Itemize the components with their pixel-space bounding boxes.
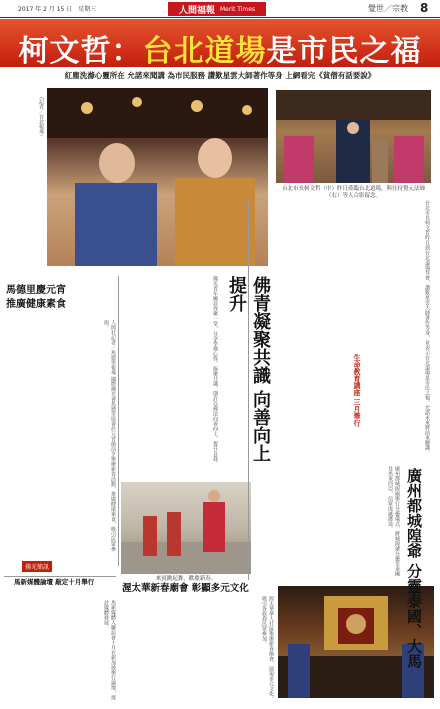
- page-number: 8: [420, 1, 429, 15]
- dance-photo-caption: 來賓跳起舞，歡慶新春。: [155, 576, 217, 582]
- article-text: 廣州都城隍廟舉行分靈儀式，將城隍爺分靈至泰國及馬來西亞，信眾虔誠護送。: [387, 466, 400, 576]
- dance-photo-image: [121, 482, 251, 574]
- lecture-tag: 生命教育講座 三月舉行: [353, 354, 361, 427]
- issue-date: 2017 年 2 月 15 日 星期三: [18, 6, 97, 13]
- news-brief-tag: 佛光簡訊: [22, 561, 52, 572]
- article-text: 台北市長柯文哲昨日到台北道場拜會，讚歎星雲大師著作等身，並表示台北道場是市民之福，允諾未來將前來聽講。: [424, 200, 430, 455]
- top-right-photo: [276, 90, 431, 183]
- article-text: 渥太華華人社區舉辦新春廟會，展現多元文化，吸引各族裔民眾參加。: [261, 596, 274, 701]
- logo-chinese: 人間福報: [178, 5, 215, 16]
- right-vertical-headline: 廣州都城隍爺 分靈泰國、大馬: [405, 468, 423, 669]
- left-headline: 馬德里慶元宵 推廣健康素食: [6, 285, 66, 310]
- section-label: 覺世／宗教: [368, 4, 408, 13]
- article-text: 佛光青年團員齊聚一堂，分享學佛心得，凝聚共識，期許以佛法向善向上，提升自我。: [212, 276, 218, 466]
- subheadline: 紅塵洗滌心靈所在 允諾來聞講 為市民服務 讚歎星雲大師著作等身 上網看完《貧僧有話要說》: [64, 71, 376, 80]
- headline-banner: [0, 19, 440, 67]
- bottom-center-headline: 渥太華新春廟會 彰顯多元文化: [122, 583, 249, 594]
- top-right-photo-image: [276, 90, 431, 183]
- main-photo-image: [47, 88, 268, 266]
- headline-highlight: 台北道場: [142, 34, 267, 69]
- newspaper-logo: [168, 2, 266, 16]
- column-divider: [118, 276, 119, 566]
- article-text: 馬新媒體人聯誼會十月在新加坡舉行論壇，探討媒體發展。: [103, 600, 116, 700]
- section-divider: [4, 576, 116, 577]
- column-divider: [248, 200, 249, 580]
- main-headline: [0, 26, 440, 70]
- article-text: （記者／台北報導）: [38, 94, 44, 139]
- headline-rest: 是市民之福: [266, 34, 422, 69]
- main-photo: [47, 88, 268, 266]
- page-header: [0, 0, 440, 18]
- center-vertical-headline: 佛青凝聚共識 向善向上提升: [226, 276, 271, 463]
- headline-name: 柯文哲：: [18, 34, 143, 69]
- dance-photo: [121, 482, 251, 574]
- logo-english: Merit Times: [219, 5, 256, 13]
- article-text: 人間社記者／馬德里報導 國際佛光會馬德里協會於元宵節前夕舉辦新春活動，推廣健康素食，吸引民眾參與。: [103, 320, 116, 552]
- top-right-photo-caption: 台北市長柯文哲（中）昨日蒞臨台北道場，與住持覺元法師（右）等人合影留念。: [281, 186, 425, 199]
- news-brief-headline: 馬新媒體論壇 敲定十月舉行: [14, 578, 95, 586]
